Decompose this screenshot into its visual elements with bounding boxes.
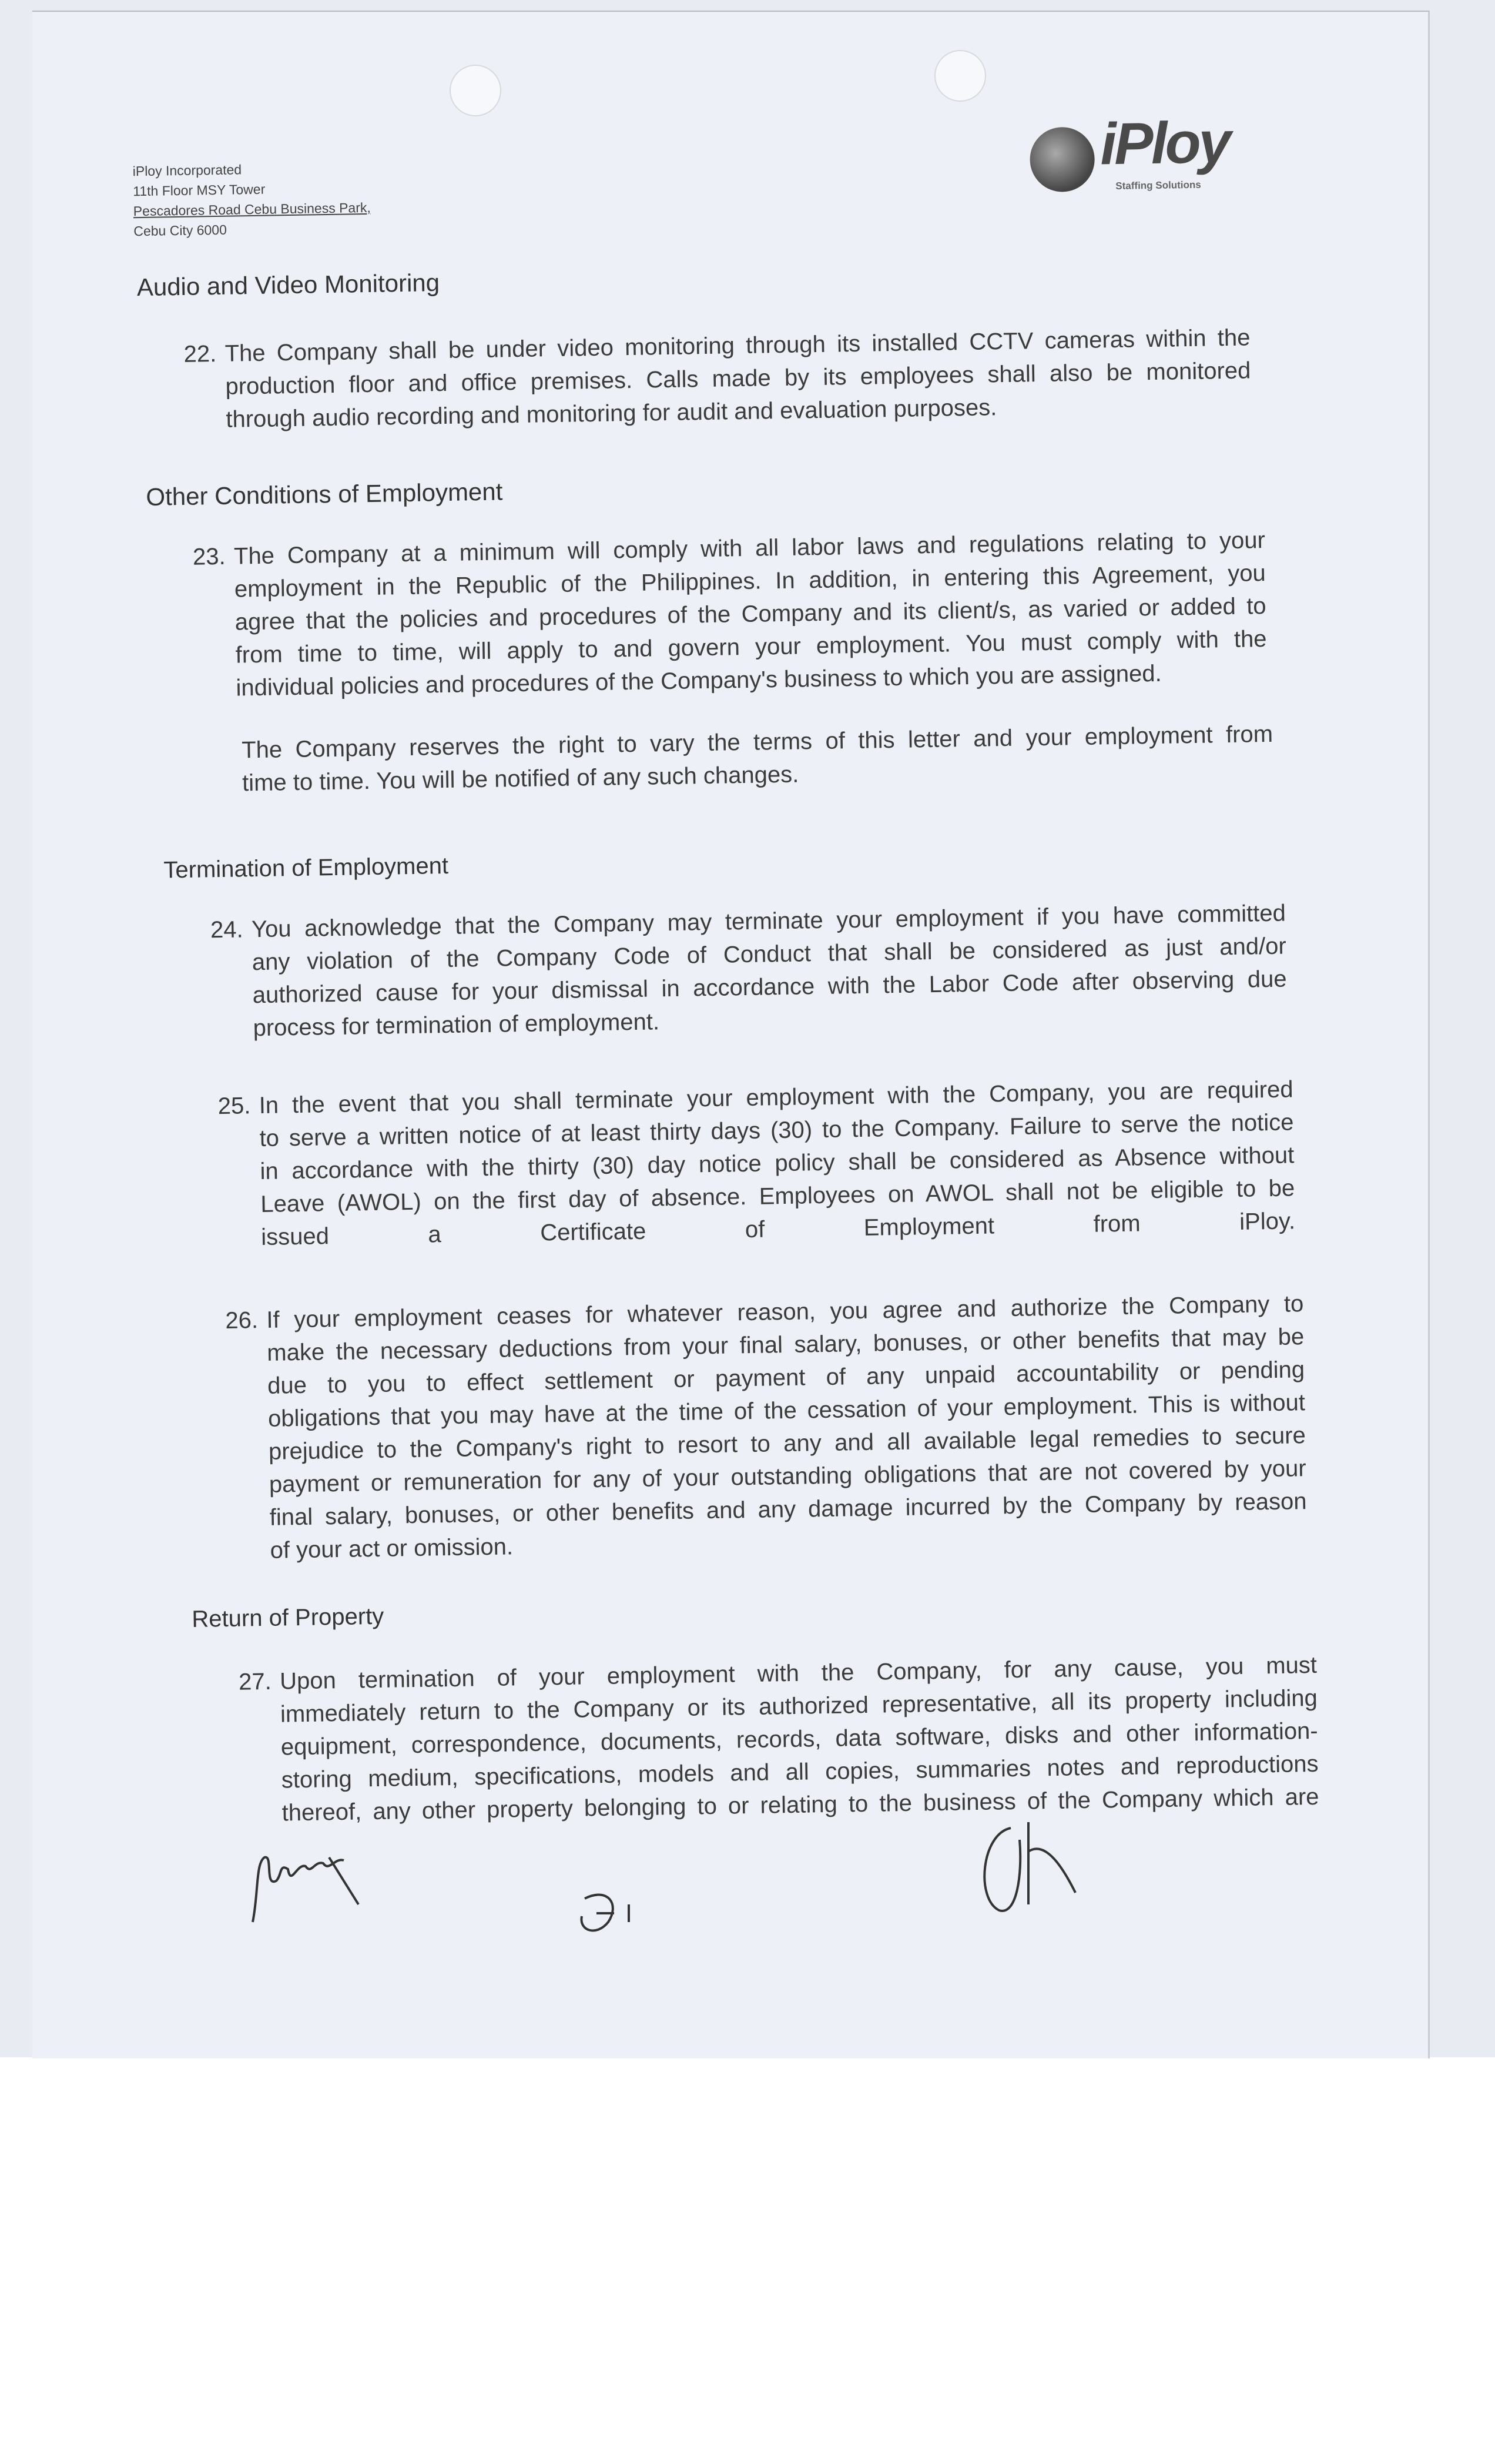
address-line: iPloy Incorporated xyxy=(132,162,242,179)
clause-line: The Company shall be under video monitoring through its installed CCTV cameras within the xyxy=(224,324,1251,367)
clause-26 xyxy=(225,1287,1308,1567)
signature-initials-right xyxy=(964,1816,1093,1928)
letterhead-address xyxy=(132,158,371,241)
clause-line: storing medium, specifications, models and all copies, summaries notes and reproductions xyxy=(281,1750,1319,1793)
clause-line: obligations that you may have at the time of the cessation of your employment. This is without xyxy=(267,1390,1306,1432)
clause-23 xyxy=(192,524,1268,705)
clause-line: In the event that you shall terminate your employment with the Company, you are required xyxy=(259,1076,1293,1119)
clause-number: 27. xyxy=(238,1668,272,1695)
clause-line: of your act or omission. xyxy=(270,1534,514,1564)
globe-icon xyxy=(1030,127,1095,193)
clause-line: due to you to effect settlement or payment of any unpaid accountability or pending xyxy=(267,1357,1305,1399)
clause-number: 22. xyxy=(183,341,217,367)
clause-line: final salary, bonuses, or other benefits and any damage incurred by the Company by reason xyxy=(269,1488,1307,1531)
section-heading: Audio and Video Monitoring xyxy=(136,269,440,302)
logo-wordmark: iPloy xyxy=(1100,109,1230,178)
clause-line: thereof, any other property belonging to or relating to the business of the Company which are xyxy=(281,1783,1319,1826)
clause-line: payment or remuneration for any of your outstanding obligations that are not covered by your xyxy=(269,1455,1306,1498)
signature-initials-left xyxy=(241,1840,370,1946)
iploy-logo xyxy=(1029,109,1253,204)
clause-line: You acknowledge that the Company may terminate your employment if you have committed xyxy=(251,900,1286,943)
address-line: Pescadores Road Cebu Business Park, xyxy=(133,199,371,219)
clause-line: The Company reserves the right to vary the terms of this letter and your employment from xyxy=(241,721,1273,764)
clause-line: Upon termination of your employment with the Company, for any cause, you must xyxy=(279,1652,1318,1695)
logo-tagline: Staffing Solutions xyxy=(1115,179,1201,192)
clause-line: process for termination of employment. xyxy=(253,1009,660,1042)
clause-line: The Company at a minimum will comply with all labor laws and regulations relating to your xyxy=(233,527,1266,570)
clause-25 xyxy=(217,1073,1296,1254)
clause-line: immediately return to the Company or its authorized representative, all its property including xyxy=(280,1685,1318,1728)
clause-23-continued xyxy=(242,718,1274,800)
clause-line: If your employment ceases for whatever reason, you agree and authorize the Company to xyxy=(266,1291,1304,1333)
clause-line: through audio recording and monitoring for audit and evaluation purposes. xyxy=(226,394,997,433)
clause-27 xyxy=(238,1649,1319,1830)
clause-line: to serve a written notice of at least thirty days (30) to the Company. Failure to serve the notice xyxy=(259,1109,1294,1152)
clause-line: time to time. You will be notified of any such changes. xyxy=(242,761,799,796)
section-heading: Other Conditions of Employment xyxy=(146,477,503,511)
clause-line: production floor and office premises. Calls made by its employees shall also be monitored xyxy=(225,357,1251,400)
clause-22 xyxy=(183,321,1251,436)
address-line: 11th Floor MSY Tower xyxy=(133,181,266,199)
clause-line: equipment, correspondence, documents, records, data software, disks and other information- xyxy=(280,1718,1319,1760)
clause-line: issued a Certificate of Employment from iPloy. xyxy=(260,1208,1296,1251)
section-heading: Return of Property xyxy=(192,1603,384,1632)
address-line: Cebu City 6000 xyxy=(133,222,227,239)
clause-line: agree that the policies and procedures of the Company and its client/s, as varied or added to xyxy=(234,593,1266,635)
signature-initials-middle xyxy=(573,1881,655,1946)
clause-24 xyxy=(210,897,1288,1045)
clause-number: 23. xyxy=(192,543,226,570)
clause-line: from time to time, will apply to and govern your employment. You must comply with the xyxy=(235,626,1267,668)
clause-number: 25. xyxy=(217,1093,251,1120)
section-heading: Termination of Employment xyxy=(163,852,449,883)
clause-number: 26. xyxy=(225,1307,259,1334)
clause-line: prejudice to the Company's right to resort to any and all available legal remedies to secure xyxy=(268,1422,1306,1465)
clause-number: 24. xyxy=(210,916,243,943)
clause-line: any violation of the Company Code of Conduct that shall be considered as just and/or xyxy=(252,933,1287,976)
clause-line: in accordance with the thirty (30) day notice policy shall be considered as Absence without xyxy=(260,1142,1295,1185)
clause-line: employment in the Republic of the Philippines. In addition, in entering this Agreement, you xyxy=(234,560,1266,602)
clause-line: authorized cause for your dismissal in accordance with the Labor Code after observing due xyxy=(252,966,1287,1009)
clause-line: individual policies and procedures of the Company's business to which you are assigned. xyxy=(236,660,1162,701)
clause-line: Leave (AWOL) on the first day of absence. Employees on AWOL shall not be eligible to be xyxy=(260,1175,1295,1218)
clause-line: make the necessary deductions from your final salary, bonuses, or other benefits that may be xyxy=(267,1324,1305,1366)
